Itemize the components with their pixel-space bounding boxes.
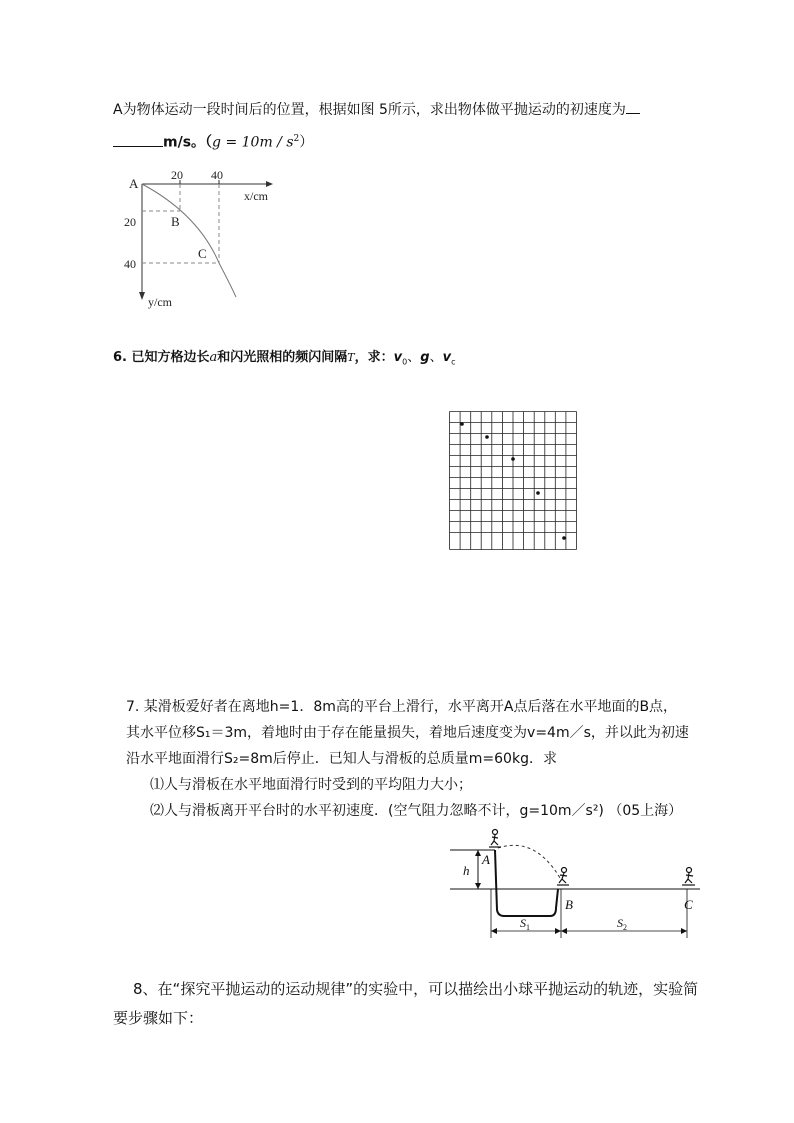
- q5-trajectory-figure: [118, 164, 308, 314]
- pit-outline: [495, 850, 558, 916]
- label-c: C: [684, 897, 693, 912]
- q6-text-b: 和闪光照相的频闪间隔: [217, 350, 348, 365]
- q5-formula-exp: 2: [293, 134, 300, 144]
- q6-number: 6.: [113, 350, 127, 365]
- y-tick-label-40: 40: [124, 257, 136, 271]
- q7-subquestion-2: ⑵人与滑板离开平台时的水平初速度．(空气阻力忽略不计，g=10m／s²) （05上海）: [150, 803, 683, 819]
- label-c: C: [198, 246, 207, 261]
- y-axis-label: y/cm: [148, 295, 172, 309]
- q6-text-a: 已知方格边长: [126, 350, 210, 365]
- q8-line2: 要步骤如下：: [113, 1009, 204, 1027]
- q5-unit: m/s。（: [163, 134, 213, 151]
- skater-c-icon: [682, 868, 695, 886]
- label-a: A: [482, 852, 490, 867]
- q6-vc-sub: c: [451, 357, 456, 367]
- s2-arrow-right: [681, 928, 687, 934]
- y-tick-label-20: 20: [124, 215, 136, 229]
- x-axis-arrow: [266, 181, 273, 187]
- h-arrow-top: [475, 850, 481, 856]
- label-b: B: [171, 214, 180, 229]
- trajectory-curve: [142, 184, 236, 297]
- q5-answer-blank-b: [113, 132, 163, 147]
- q6-g: g: [420, 350, 430, 365]
- q7-subquestion-1: ⑴人与滑板在水平地面滑行时受到的平均阻力大小；: [150, 777, 472, 793]
- x-tick-label-20: 20: [171, 168, 183, 182]
- q6-line: [113, 348, 455, 373]
- grid-point-4: [536, 491, 540, 495]
- h-arrow-bottom: [475, 883, 481, 889]
- q7-line3: 沿水平地面滑行S₂=8m后停止．已知人与滑板的总质量m=60kg．求: [126, 751, 557, 767]
- q6-v0-sub: 0: [402, 357, 408, 367]
- q6-sep1: 、: [407, 350, 421, 365]
- flight-path: [498, 845, 560, 878]
- grid-point-2: [485, 435, 489, 439]
- q6-grid-figure: [449, 411, 579, 551]
- q7-line2: 其水平位移S₁＝3m，着地时由于存在能量损失，着地后速度变为v=4m／s，并以此为初速: [126, 725, 689, 741]
- q6-var-t: T: [347, 351, 355, 364]
- x-axis-label: x/cm: [244, 189, 268, 203]
- q7-line1: 7. 某滑板爱好者在离地h=1．8m高的平台上滑行，水平离开A点后落在水平地面的B点，: [126, 699, 678, 715]
- q5-line1: [113, 99, 640, 120]
- q6-var-a: a: [209, 350, 218, 365]
- label-s1: $S_1$: [520, 916, 530, 932]
- q7-skateboard-figure: [450, 828, 710, 943]
- s1-arrow-right: [555, 928, 561, 934]
- q5-formula: g = 10m / s: [212, 134, 294, 151]
- label-h: h: [463, 863, 470, 878]
- grid-point-5: [562, 536, 566, 540]
- q6-v0: v: [393, 350, 403, 365]
- label-a: A: [129, 176, 139, 191]
- q6-vc: v: [442, 350, 452, 365]
- label-s2: $S_2$: [617, 916, 627, 932]
- grid-lines: [450, 412, 577, 550]
- q5-close: ）: [299, 134, 314, 151]
- q5-line2: [113, 129, 313, 153]
- q8-line1: 8、在“探究平抛运动的运动规律”的实验中，可以描绘出小球平抛运动的轨迹，实验简: [133, 980, 699, 998]
- y-axis-arrow: [139, 292, 145, 300]
- q6-text-c: ，求：: [354, 350, 394, 365]
- x-tick-label-40: 40: [211, 168, 223, 182]
- grid-point-1: [460, 422, 464, 426]
- skater-a-icon: [489, 830, 501, 848]
- s2-arrow-left: [561, 928, 567, 934]
- q5-line1-text: A为物体运动一段时间后的位置，根据如图 5所示，求出物体做平抛运动的初速度为: [113, 102, 626, 118]
- grid-point-3: [511, 457, 515, 461]
- s1-arrow-left: [491, 928, 497, 934]
- q5-answer-blank-a: [626, 99, 640, 114]
- label-b: B: [565, 897, 573, 912]
- q6-sep2: 、: [429, 350, 443, 365]
